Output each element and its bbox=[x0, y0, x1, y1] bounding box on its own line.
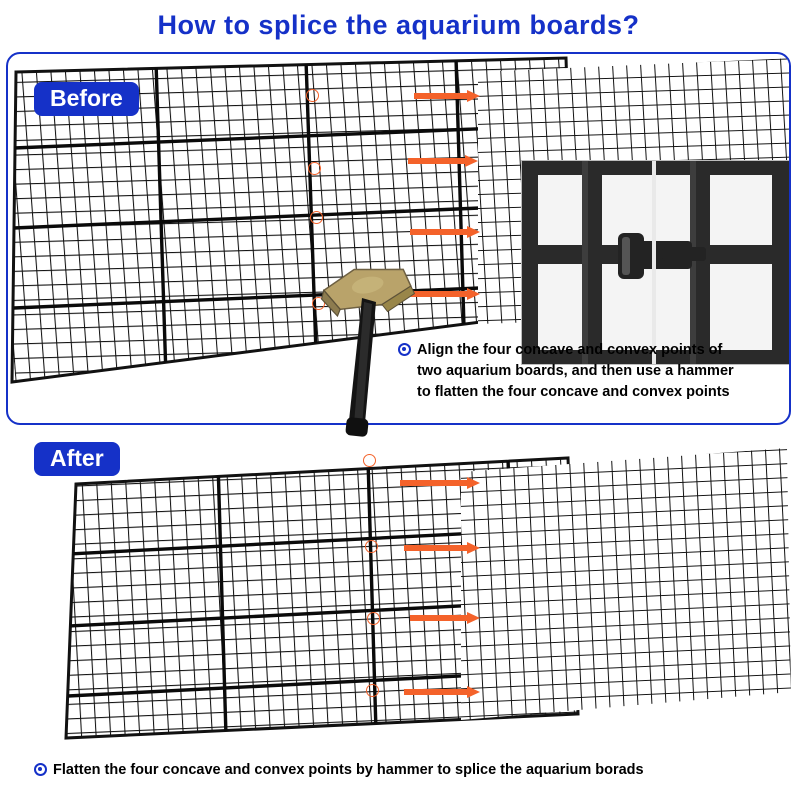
arrow-right-icon bbox=[408, 155, 478, 167]
badge-before: Before bbox=[34, 82, 139, 116]
concave-convex-point-marker bbox=[366, 684, 379, 697]
page-title: How to splice the aquarium boards? bbox=[157, 9, 640, 40]
arrow-right-icon bbox=[404, 686, 480, 698]
arrow-right-icon bbox=[410, 612, 480, 624]
mesh-grid-after-right bbox=[461, 442, 791, 742]
concave-convex-point-marker bbox=[308, 162, 321, 175]
aquarium-board-after-right bbox=[461, 442, 791, 742]
arrow-right-icon bbox=[414, 90, 480, 102]
concave-convex-point-marker bbox=[306, 89, 319, 102]
bullet-point-icon bbox=[398, 343, 411, 356]
arrow-right-icon bbox=[400, 477, 480, 489]
concave-convex-point-marker bbox=[363, 454, 376, 467]
arrow-right-icon bbox=[410, 226, 480, 238]
concave-convex-point-marker bbox=[367, 612, 380, 625]
callout-before-text: Align the four concave and convex points of two aquarium boards, and then use a hammer to flatten the four concave and convex points bbox=[417, 342, 734, 401]
concave-convex-point-marker bbox=[310, 211, 323, 224]
callout-before bbox=[398, 340, 743, 403]
arrow-right-icon bbox=[404, 542, 480, 554]
callout-after-text: Flatten the four concave and convex points by hammer to splice the aquarium borads bbox=[53, 762, 644, 778]
after-panel bbox=[6, 432, 791, 752]
concave-convex-point-marker bbox=[365, 540, 378, 553]
inset-photo-before bbox=[522, 161, 791, 364]
callout-after bbox=[34, 760, 774, 781]
page-title-bar bbox=[0, 0, 797, 50]
bullet-point-icon bbox=[34, 763, 47, 776]
badge-after: After bbox=[34, 442, 120, 476]
zoom-inset-before bbox=[521, 160, 791, 365]
